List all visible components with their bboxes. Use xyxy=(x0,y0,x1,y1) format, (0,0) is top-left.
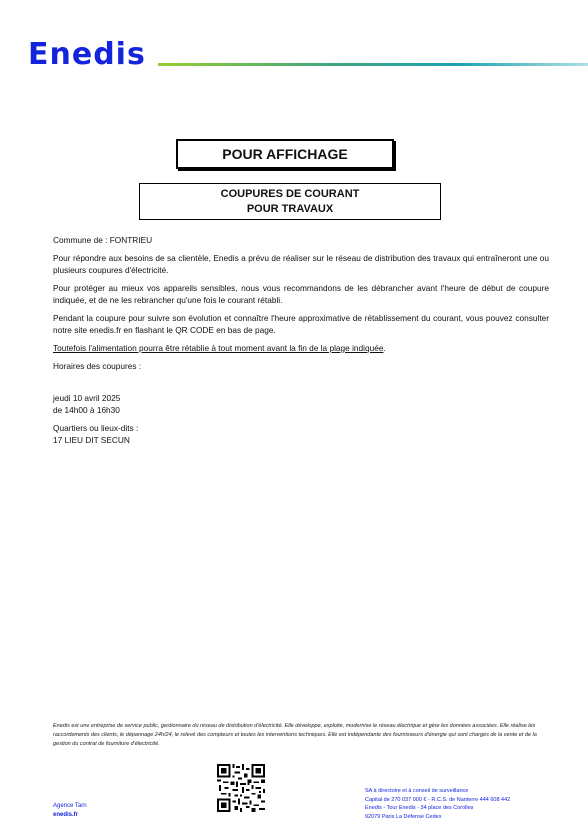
warning-period: . xyxy=(383,343,386,353)
lieu-dit: 17 LIEU DIT SECUN xyxy=(53,435,130,445)
notice-body xyxy=(53,234,549,452)
paragraph-intro: Pour répondre aux besoins de sa clientèle, Enedis a prévu de réaliser sur le réseau de distribution des travaux qui entraîneront une ou plusieurs coupures d'électricité. xyxy=(53,253,549,275)
legal-block xyxy=(365,787,565,821)
warning-text: Toutefois l'alimentation pourra être rétablie à tout moment avant la fin de la plage indiquée xyxy=(53,343,384,353)
paragraph-warning xyxy=(53,342,549,354)
subtitle-line-1: COUPURES DE COURANT xyxy=(220,188,360,200)
logo-gradient-line xyxy=(158,63,588,66)
display-title-box xyxy=(176,139,394,169)
outage-time: de 14h00 à 16h30 xyxy=(53,405,120,415)
legal-line-4: 92079 Paris La Défense Cedex xyxy=(365,813,442,820)
quartiers-label: Quartiers ou lieux-dits : xyxy=(53,423,139,433)
commune-line: Commune de : FONTRIEU xyxy=(53,235,153,245)
qr-code[interactable] xyxy=(217,764,265,812)
notice-subtitle-box xyxy=(139,183,441,220)
paragraph-followup: Pendant la coupure pour suivre son évolution et connaître l'heure approximative de rétablissement du courant, vous pouvez consulter notre site enedis.fr en flashant le QR CODE en bas de page. xyxy=(53,313,549,335)
paragraph-protect: Pour protéger au mieux vos appareils sensibles, nous vous recommandons de les débrancher avant l'heure de début de coupure indiquée, et de ne les rebrancher qu'une fois le courant rétabli. xyxy=(53,283,549,305)
legal-line-1: SA à directoire et à conseil de surveillance xyxy=(365,788,469,794)
legal-line-2: Capital de 270 037 000 € - R.C.S. de Nanterre 444 608 442 xyxy=(365,796,511,803)
footer-disclaimer: Enedis est une entreprise de service public, gestionnaire du réseau de distribution d'électricité. Elle développe, exploite, modernise le réseau électrique et gère les données associées. Elle réalise les raccordements des clients, le dépannage 24h/24, le relevé des compteurs et toutes les interventions techniques. Elle est indépendante des fournisseurs d'énergie qui sont chargés de la vente et de la gestion du contrat de fourniture d'électricité. xyxy=(53,723,537,747)
site-link[interactable]: enedis.fr xyxy=(53,812,79,818)
display-title: POUR AFFICHAGE xyxy=(222,146,348,162)
outage-date: jeudi 10 avril 2025 xyxy=(53,393,121,403)
subtitle-line-2: POUR TRAVAUX xyxy=(246,203,334,215)
horaires-label: Horaires des coupures : xyxy=(53,361,142,371)
agence-name: Agence Tarn xyxy=(53,803,87,809)
agence-block xyxy=(53,802,87,820)
legal-line-3: Enedis - Tour Enedis - 34 place des Corolles xyxy=(365,805,474,811)
enedis-logo: Enedis xyxy=(28,37,146,72)
